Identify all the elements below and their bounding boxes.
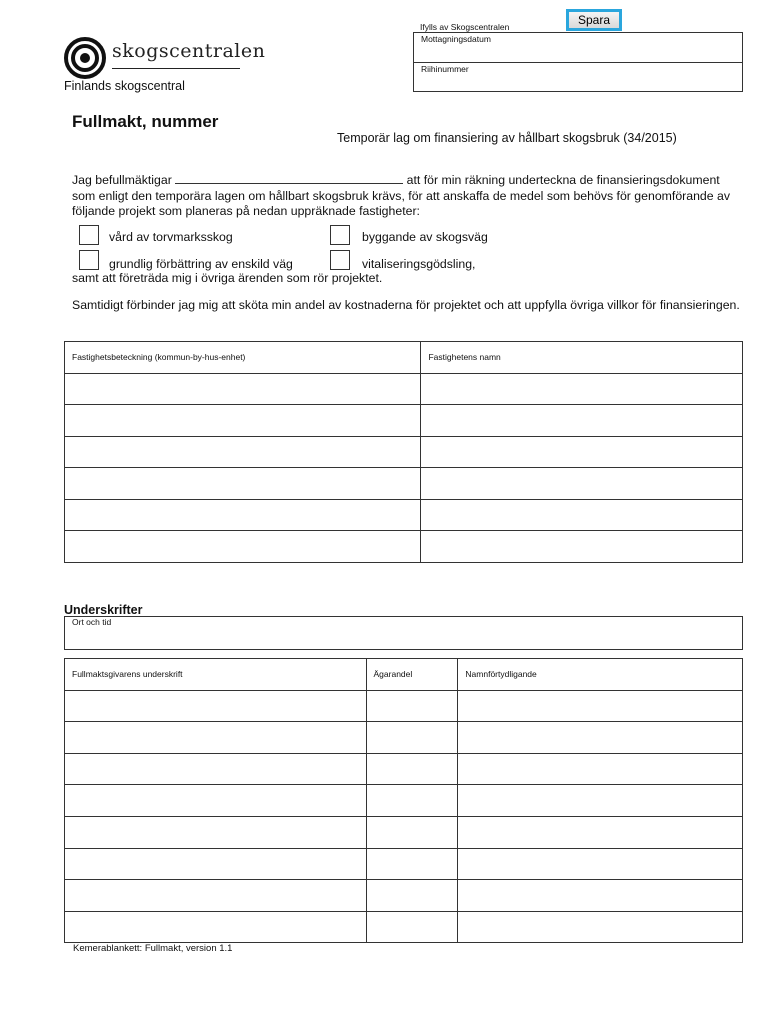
ownership-share-cell[interactable] (366, 753, 458, 785)
form-subtitle: Temporär lag om finansiering av hållbart skogsbruk (34/2015) (337, 131, 677, 145)
signature-cell[interactable] (65, 848, 367, 880)
form-version-footer: Kemerablankett: Fullmakt, version 1.1 (73, 943, 233, 954)
signature-table (64, 658, 743, 943)
authorization-paragraph (72, 172, 742, 220)
place-and-time-label: Ort och tid (72, 617, 112, 627)
name-clarification-cell[interactable] (458, 753, 743, 785)
signature-cell[interactable] (65, 880, 367, 912)
table-row (65, 436, 743, 468)
checkbox-fertilization[interactable] (330, 250, 350, 270)
property-id-cell[interactable] (65, 468, 421, 500)
table-row (65, 785, 743, 817)
organization-name: Finlands skogscentral (64, 79, 185, 93)
table-row (65, 816, 743, 848)
skogscentralen-logo-icon (64, 37, 106, 79)
brand-underline (112, 68, 240, 69)
property-name-cell[interactable] (421, 531, 743, 563)
ownership-share-cell[interactable] (366, 880, 458, 912)
property-id-cell[interactable] (65, 531, 421, 563)
column-header-name-clarification: Namnförtydligande (458, 659, 743, 691)
ownership-share-cell[interactable] (366, 848, 458, 880)
property-name-cell[interactable] (421, 468, 743, 500)
property-id-cell[interactable] (65, 373, 421, 405)
column-header-property-name: Fastighetens namn (421, 342, 743, 374)
checkbox-peatland-forest[interactable] (79, 225, 99, 245)
name-clarification-cell[interactable] (458, 722, 743, 754)
property-name-cell[interactable] (421, 499, 743, 531)
column-header-property-id: Fastighetsbeteckning (kommun-by-hus-enhet) (65, 342, 421, 374)
name-clarification-cell[interactable] (458, 848, 743, 880)
signature-cell[interactable] (65, 753, 367, 785)
table-row (65, 848, 743, 880)
checkbox-label-forest-road: byggande av skogsväg (362, 230, 488, 244)
table-row (65, 531, 743, 563)
table-row (65, 880, 743, 912)
property-id-cell[interactable] (65, 499, 421, 531)
save-button[interactable]: Spara (566, 9, 622, 31)
table-row (65, 468, 743, 500)
ownership-share-cell[interactable] (366, 722, 458, 754)
brand-wordmark: skogscentralen (112, 40, 266, 62)
column-header-ownership-share: Ägarandel (366, 659, 458, 691)
checkbox-forest-road[interactable] (330, 225, 350, 245)
signature-cell[interactable] (65, 690, 367, 722)
name-clarification-cell[interactable] (458, 785, 743, 817)
received-date-field[interactable] (414, 33, 742, 63)
row-number-field[interactable] (414, 63, 742, 92)
table-row (65, 405, 743, 437)
office-use-box (413, 32, 743, 92)
checkbox-label-peatland-forest: vård av torvmarksskog (109, 230, 233, 244)
checkbox-label-fertilization: vitaliseringsgödsling, (362, 257, 476, 271)
ownership-share-cell[interactable] (366, 816, 458, 848)
intro-text-start: Jag befullmäktigar (72, 173, 176, 187)
table-row (65, 753, 743, 785)
name-clarification-cell[interactable] (458, 911, 743, 943)
property-table (64, 341, 743, 563)
commitment-paragraph: Samtidigt förbinder jag mig att sköta min andel av kostnaderna för projektet och att uppfylla övriga villkor för finansieringen. (72, 298, 740, 312)
ownership-share-cell[interactable] (366, 690, 458, 722)
intro-text-end: att för min räkning underteckna de finansieringsdokument som enligt den temporära lagen om hållbart skogsbruk krävs, för att anskaffa de medel som behövs för genomförande av följande projekt som planeras på nedan uppräknade fastigheter: (72, 173, 731, 218)
signature-cell[interactable] (65, 722, 367, 754)
signature-cell[interactable] (65, 816, 367, 848)
row-number-label: Riihinummer (421, 64, 469, 74)
table-header-row (65, 659, 743, 691)
table-row (65, 690, 743, 722)
table-row (65, 722, 743, 754)
table-header-row (65, 342, 743, 374)
checkbox-label-private-road: grundlig förbättring av enskild väg (109, 257, 293, 271)
office-use-label: Ifylls av Skogscentralen (420, 22, 510, 32)
table-row (65, 499, 743, 531)
received-date-label: Mottagningsdatum (421, 34, 491, 44)
table-row (65, 911, 743, 943)
name-clarification-cell[interactable] (458, 816, 743, 848)
checkbox-private-road[interactable] (79, 250, 99, 270)
property-id-cell[interactable] (65, 405, 421, 437)
signatures-section-title: Underskrifter (64, 603, 143, 617)
property-name-cell[interactable] (421, 436, 743, 468)
ownership-share-cell[interactable] (366, 911, 458, 943)
property-id-cell[interactable] (65, 436, 421, 468)
ownership-share-cell[interactable] (366, 785, 458, 817)
table-row (65, 373, 743, 405)
property-name-cell[interactable] (421, 405, 743, 437)
signature-cell[interactable] (65, 785, 367, 817)
representation-text: samt att företräda mig i övriga ärenden som rör projektet. (72, 271, 383, 285)
name-clarification-cell[interactable] (458, 880, 743, 912)
place-and-time-field[interactable] (64, 616, 743, 650)
property-name-cell[interactable] (421, 373, 743, 405)
signature-cell[interactable] (65, 911, 367, 943)
column-header-signature: Fullmaktsgivarens underskrift (65, 659, 367, 691)
form-title: Fullmakt, nummer (72, 112, 219, 131)
authorized-person-field[interactable] (175, 172, 403, 184)
name-clarification-cell[interactable] (458, 690, 743, 722)
